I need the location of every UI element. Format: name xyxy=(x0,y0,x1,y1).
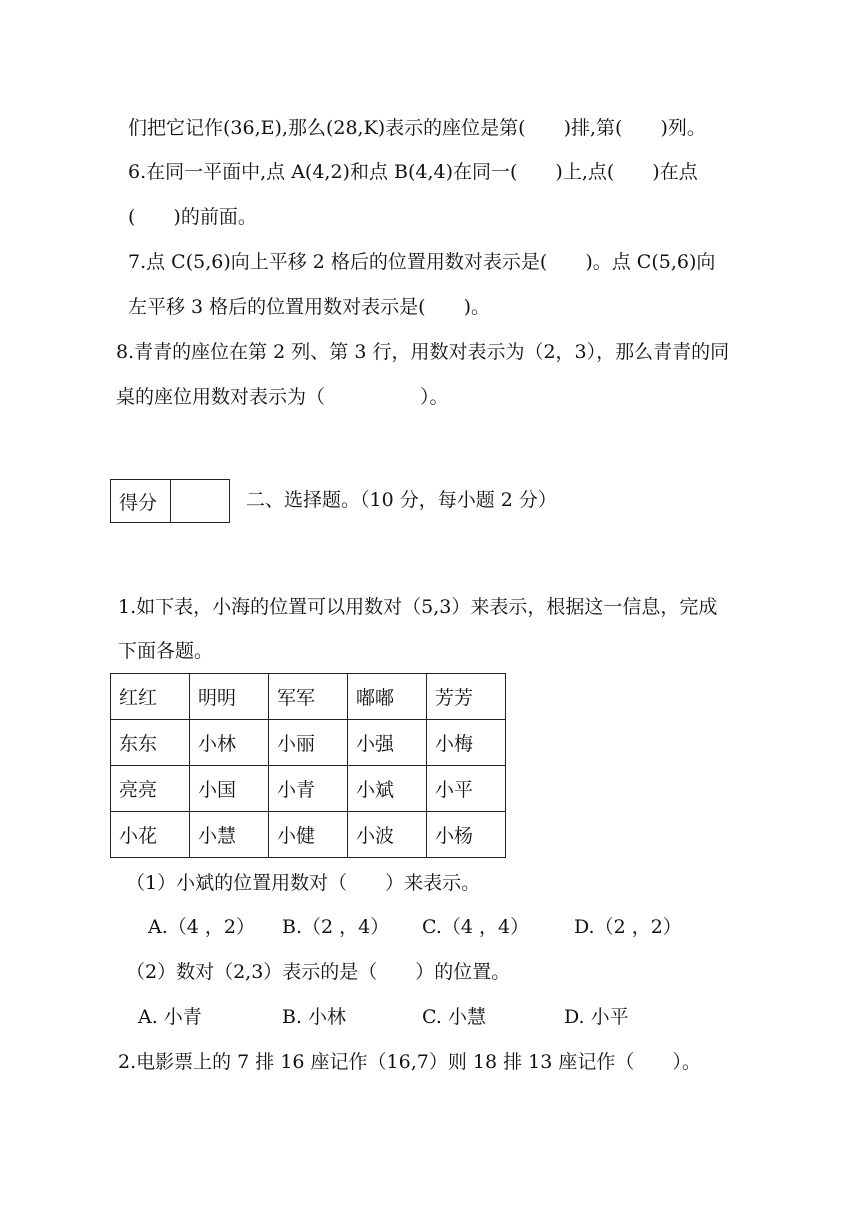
table-cell: 小青 xyxy=(269,766,348,812)
table-cell: 小慧 xyxy=(190,812,269,858)
section-2-heading: 二、选择题。（10 分，每小题 2 分） xyxy=(246,489,557,511)
question-5-continued: 们把它记作(36,E),那么(28,K)表示的座位是第( )排,第( )列。 xyxy=(128,117,706,139)
question-8-line-2: 桌的座位用数对表示为（ ）。 xyxy=(116,386,449,408)
table-cell: 小梅 xyxy=(427,720,506,766)
sub2-option-d[interactable]: D. 小平 xyxy=(564,1006,629,1028)
sub2-option-c[interactable]: C. 小慧 xyxy=(422,1006,486,1028)
table-cell: 小杨 xyxy=(427,812,506,858)
sub1-option-d[interactable]: D.（2 ，2） xyxy=(574,916,682,938)
choice-q1-stem-line-2: 下面各题。 xyxy=(118,640,214,662)
score-value-field[interactable] xyxy=(171,480,229,522)
sub1-option-b[interactable]: B.（2 ，4） xyxy=(282,916,390,938)
sub1-option-c[interactable]: C.（4 ，4） xyxy=(422,916,530,938)
table-cell: 嘟嘟 xyxy=(348,674,427,720)
choice-q1-stem-line-1: 1.如下表，小海的位置可以用数对（5,3）来表示，根据这一信息，完成 xyxy=(118,596,718,618)
table-cell: 东东 xyxy=(111,720,190,766)
table-cell: 小强 xyxy=(348,720,427,766)
question-7-line-2: 左平移 3 格后的位置用数对表示是( )。 xyxy=(128,296,490,318)
table-cell: 红红 xyxy=(111,674,190,720)
sub1-option-a[interactable]: A.（4 ，2） xyxy=(148,916,255,938)
table-cell: 小平 xyxy=(427,766,506,812)
table-cell: 小国 xyxy=(190,766,269,812)
question-6-line-2: ( )的前面。 xyxy=(128,206,257,228)
table-cell: 小林 xyxy=(190,720,269,766)
choice-q1-sub1-question: （1）小斌的位置用数对（ ）来表示。 xyxy=(126,872,481,894)
choice-q1-sub2-question: （2）数对（2,3）表示的是（ ）的位置。 xyxy=(126,961,511,983)
table-cell: 小斌 xyxy=(348,766,427,812)
score-label: 得分 xyxy=(111,480,171,522)
sub2-option-b[interactable]: B. 小林 xyxy=(282,1006,347,1028)
table-cell: 军军 xyxy=(269,674,348,720)
question-6-line-1: 6.在同一平面中,点 A(4,2)和点 B(4,4)在同一( )上,点( )在点 xyxy=(128,161,698,183)
table-cell: 亮亮 xyxy=(111,766,190,812)
choice-q2-stem: 2.电影票上的 7 排 16 座记作（16,7）则 18 排 13 座记作（ ）。 xyxy=(118,1051,701,1073)
question-7-line-1: 7.点 C(5,6)向上平移 2 格后的位置用数对表示是( )。点 C(5,6)向 xyxy=(128,251,716,273)
table-cell: 芳芳 xyxy=(427,674,506,720)
table-row xyxy=(111,766,506,812)
question-8-line-1: 8.青青的座位在第 2 列、第 3 行，用数对表示为（2，3），那么青青的同 xyxy=(116,341,730,363)
table-cell: 小健 xyxy=(269,812,348,858)
table-row xyxy=(111,720,506,766)
table-cell: 小丽 xyxy=(269,720,348,766)
table-cell: 小波 xyxy=(348,812,427,858)
seating-table xyxy=(110,673,506,858)
sub2-option-a[interactable]: A. 小青 xyxy=(138,1006,202,1028)
table-cell: 明明 xyxy=(190,674,269,720)
score-box xyxy=(110,479,230,523)
table-row xyxy=(111,812,506,858)
table-row xyxy=(111,674,506,720)
table-cell: 小花 xyxy=(111,812,190,858)
